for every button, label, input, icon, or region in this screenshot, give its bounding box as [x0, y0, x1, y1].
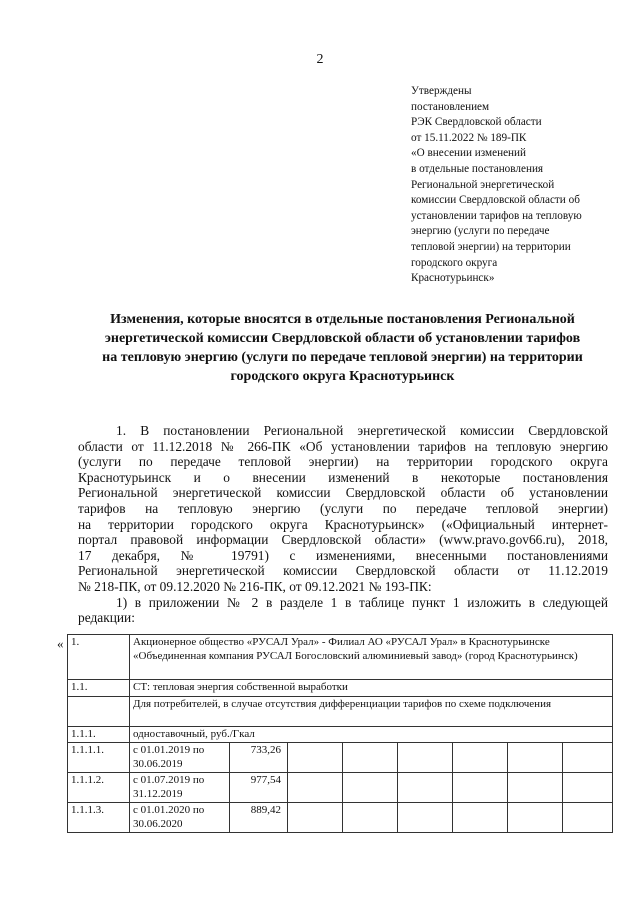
consumer-group: Для потребителей, в случае отсутствия дифференциации тарифов по схеме подключения	[130, 696, 613, 726]
empty-cell	[343, 743, 398, 773]
row-number: 1.1.1.1.	[68, 743, 130, 773]
period: с 01.01.2020 по 30.06.2020	[130, 803, 230, 833]
body-line: редакции:	[78, 610, 135, 626]
approval-line: энергию (услуги по передаче	[411, 225, 550, 238]
tariff-unit: одноставочный, руб./Гкал	[130, 726, 613, 743]
approval-line: «О внесении изменений	[411, 147, 527, 160]
approval-line: от 15.11.2022 № 189-ПК	[411, 131, 527, 144]
title-line: городского округа Краснотурьинск	[230, 369, 455, 384]
body-line: № 218-ПК, от 09.12.2020 № 216-ПК, от 09.12.2021 № 193-ПК:	[78, 578, 432, 594]
body-line: области от 11.12.2018 № 266-ПК «Об установлении тарифов на тепловую энергию	[78, 438, 608, 454]
row-number: 1.1.1.2.	[68, 773, 130, 803]
empty-cell	[563, 743, 613, 773]
approval-line: комиссии Свердловской области об	[411, 194, 580, 207]
body-line: тарифов на тепловую энергию (услуги по передаче тепловой энергии)	[78, 500, 608, 516]
empty-cell	[343, 803, 398, 833]
body-line: Региональной энергетической комиссии Свердловской области об установлении	[78, 485, 608, 501]
approval-line: РЭК Свердловской области	[411, 116, 542, 129]
table-row	[68, 726, 613, 743]
empty-cell	[508, 773, 563, 803]
opening-quote-mark: «	[57, 636, 64, 651]
table-row	[68, 773, 613, 803]
approval-line: в отдельные постановления	[411, 162, 544, 175]
page-number: 2	[316, 52, 324, 67]
empty-cell	[398, 743, 453, 773]
empty-cell	[343, 773, 398, 803]
table-row	[68, 803, 613, 833]
empty-cell	[398, 773, 453, 803]
approval-line: Утверждены	[411, 85, 472, 97]
body-line: (услуги по передаче тепловой энергии) на территории городского округа	[78, 454, 608, 470]
body-text	[78, 423, 608, 626]
body-line: портал правовой информации Свердловской области» (www.pravo.gov66.ru), 2018,	[78, 532, 608, 548]
tariff-value: 733,26	[230, 743, 288, 773]
empty-cell	[398, 803, 453, 833]
table-row	[68, 743, 613, 773]
empty-cell	[453, 773, 508, 803]
empty-cell	[563, 803, 613, 833]
empty-cell	[288, 773, 343, 803]
tariff-value: 977,54	[230, 773, 288, 803]
document-title	[80, 310, 605, 386]
title-line: энергетической комиссии Свердловской области об установлении тарифов	[104, 331, 581, 346]
body-line: Краснотурьинск и о внесении изменений в некоторые постановления	[78, 469, 608, 485]
empty-cell	[508, 743, 563, 773]
table-row	[68, 696, 613, 726]
empty-cell	[453, 743, 508, 773]
empty-cell	[288, 743, 343, 773]
period: с 01.01.2019 по 30.06.2019	[130, 743, 230, 773]
approval-line: Региональной энергетической	[411, 178, 555, 191]
table-row	[68, 635, 613, 680]
approval-line: установлении тарифов на тепловую	[411, 209, 582, 222]
body-line: Региональной энергетической комиссии Свердловской области от 11.12.2019	[78, 563, 608, 579]
empty-cell	[288, 803, 343, 833]
table-row	[68, 680, 613, 697]
body-line: 1) в приложении № 2 в разделе 1 в таблице пункт 1 изложить в следующей	[116, 594, 608, 610]
title-line: Изменения, которые вносятся в отдельные постановления Региональной	[110, 312, 575, 327]
body-line: 1. В постановлении Региональной энергетической комиссии Свердловской	[116, 423, 608, 438]
tariff-table	[67, 634, 613, 833]
organization-name: Акционерное общество «РУСАЛ Урал» - Филиал АО «РУСАЛ Урал» в Краснотурьинске «Объединенная компания РУСАЛ Богословский алюминиевый завод» (город Краснотурьинск)	[130, 635, 613, 680]
empty-cell	[453, 803, 508, 833]
approval-line: постановлением	[411, 100, 490, 113]
approval-line: тепловой энергии) на территории	[411, 240, 571, 253]
tariff-type: СТ: тепловая энергия собственной выработки	[130, 680, 613, 697]
title-line: на тепловую энергию (услуги по передаче тепловой энергии) на территории	[102, 350, 583, 365]
row-number: 1.	[68, 635, 130, 680]
approval-line: Краснотурьинск»	[411, 272, 495, 285]
empty-cell	[508, 803, 563, 833]
period: с 01.07.2019 по 31.12.2019	[130, 773, 230, 803]
body-line: на территории городского округа Краснотурьинск» («Официальный интернет-	[78, 516, 608, 532]
empty-cell	[563, 773, 613, 803]
row-number: 1.1.1.3.	[68, 803, 130, 833]
approval-line: городского округа	[411, 256, 498, 269]
row-number: 1.1.	[68, 680, 130, 697]
tariff-value: 889,42	[230, 803, 288, 833]
body-line: 17 декабря, № 19791) с изменениями, внесенными постановлениями	[78, 547, 608, 563]
approval-block	[411, 84, 626, 287]
empty-cell	[68, 696, 130, 726]
row-number: 1.1.1.	[68, 726, 130, 743]
